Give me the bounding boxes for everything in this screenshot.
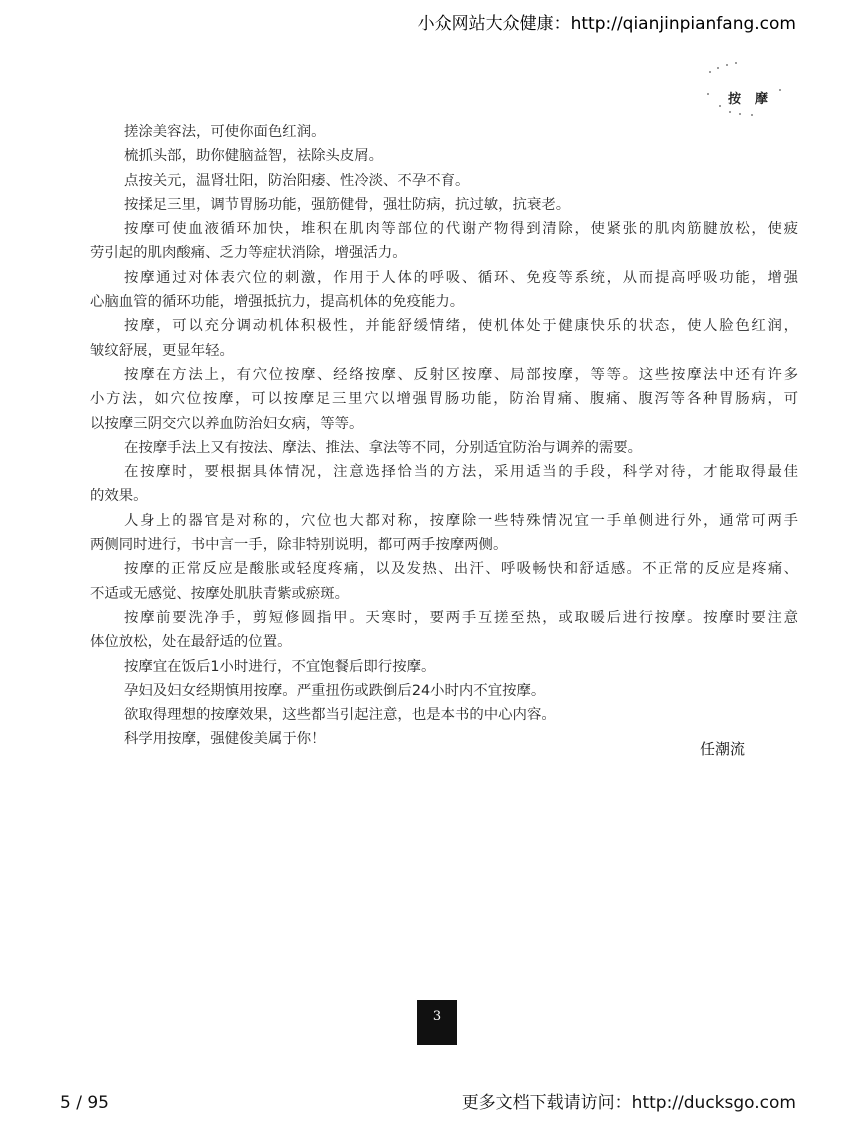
document-body xyxy=(90,120,798,752)
author-signature: 任潮流 xyxy=(700,740,746,758)
text-line: 按摩宜在饭后1小时进行，不宜饱餐后即行按摩。 xyxy=(124,658,436,675)
paragraph xyxy=(90,363,798,436)
text-line: 科学用按摩，强健俊美属于你！ xyxy=(124,731,326,748)
page-counter: 5 / 95 xyxy=(60,1093,109,1113)
text-line: 两侧同时进行，书中言一手，除非特别说明，都可两手按摩两侧。 xyxy=(90,537,508,554)
paragraph xyxy=(90,727,798,751)
page-number-box xyxy=(417,1000,457,1045)
running-head: 按摩 xyxy=(728,92,783,107)
paragraph xyxy=(90,266,798,315)
text-line: 按揉足三里，调节胃肠功能，强筋健骨，强壮防病，抗过敏，抗衰老。 xyxy=(124,196,571,213)
paragraph xyxy=(90,120,798,144)
text-line: 体位放松，处在最舒适的位置。 xyxy=(90,634,292,651)
text-line: 劳引起的肌肉酸痛、乏力等症状消除，增强活力。 xyxy=(90,245,407,262)
paragraph xyxy=(90,193,798,217)
header-site-text: 小众网站大众健康：http://qianjinpianfang.com xyxy=(417,14,796,34)
download-link-text[interactable]: 更多文档下载请访问：http://ducksgo.com xyxy=(461,1093,796,1113)
paragraph xyxy=(90,557,798,606)
paragraph xyxy=(90,217,798,266)
paragraph xyxy=(90,169,798,193)
text-line: 欲取得理想的按摩效果，这些都当引起注意，也是本书的中心内容。 xyxy=(124,707,556,724)
text-line: 人身上的器官是对称的，穴位也大都对称，按摩除一些特殊情况宜一手单侧进行外，通常可两手 xyxy=(124,512,798,529)
paragraph xyxy=(90,509,798,558)
paragraph xyxy=(90,314,798,363)
paragraph xyxy=(90,679,798,703)
paragraph xyxy=(90,703,798,727)
paragraph xyxy=(90,460,798,509)
text-line: 按摩在方法上，有穴位按摩、经络按摩、反射区按摩、局部按摩，等等。这些按摩法中还有许多 xyxy=(124,366,798,383)
paragraph xyxy=(90,655,798,679)
text-line: 心脑血管的循环功能，增强抵抗力，提高机体的免疫能力。 xyxy=(90,294,465,311)
text-line: 梳抓头部，助你健脑益智，祛除头皮屑。 xyxy=(124,148,384,165)
text-line: 按摩，可以充分调动机体积极性，并能舒缓情绪，使机体处于健康快乐的状态，使人脸色红润， xyxy=(124,318,798,335)
text-line: 在按摩时，要根据具体情况，注意选择恰当的方法，采用适当的手段，科学对待，才能取得最佳 xyxy=(124,464,798,481)
text-line: 点按关元，温肾壮阳，防治阳痿、性冷淡、不孕不育。 xyxy=(124,172,470,189)
text-line: 小方法，如穴位按摩，可以按摩足三里穴以增强胃肠功能，防治胃痛、腹痛、腹泻等各种胃肠病，可 xyxy=(90,391,798,408)
text-line: 按摩通过对体表穴位的刺激，作用于人体的呼吸、循环、免疫等系统，从而提高呼吸功能，增强 xyxy=(124,269,798,286)
text-line: 皱纹舒展，更显年轻。 xyxy=(90,342,234,359)
text-line: 搓涂美容法，可使你面色红润。 xyxy=(124,124,326,140)
text-line: 按摩可使血液循环加快，堆积在肌肉等部位的代谢产物得到清除，使紧张的肌肉筋腱放松，使疲 xyxy=(124,221,798,238)
text-line: 在按摩手法上又有按法、摩法、推法、拿法等不同，分别适宜防治与调养的需要。 xyxy=(124,439,643,456)
text-line: 按摩前要洗净手，剪短修圆指甲。天寒时，要两手互搓至热，或取暖后进行按摩。按摩时要注意 xyxy=(124,609,798,626)
text-line: 不适或无感觉、按摩处肌肤青紫或瘀斑。 xyxy=(90,585,350,602)
text-line: 孕妇及妇女经期慎用按摩。严重扭伤或跌倒后24小时内不宜按摩。 xyxy=(124,682,546,699)
paragraph xyxy=(90,606,798,655)
paragraph xyxy=(90,144,798,168)
text-line: 以按摩三阴交穴以养血防治妇女病，等等。 xyxy=(90,415,364,432)
page-number: 3 xyxy=(432,1009,442,1024)
text-line: 按摩的正常反应是酸胀或轻度疼痛，以及发热、出汗、呼吸畅快和舒适感。不正常的反应是疼痛、 xyxy=(124,561,798,578)
text-line: 的效果。 xyxy=(90,488,148,505)
paragraph xyxy=(90,436,798,460)
